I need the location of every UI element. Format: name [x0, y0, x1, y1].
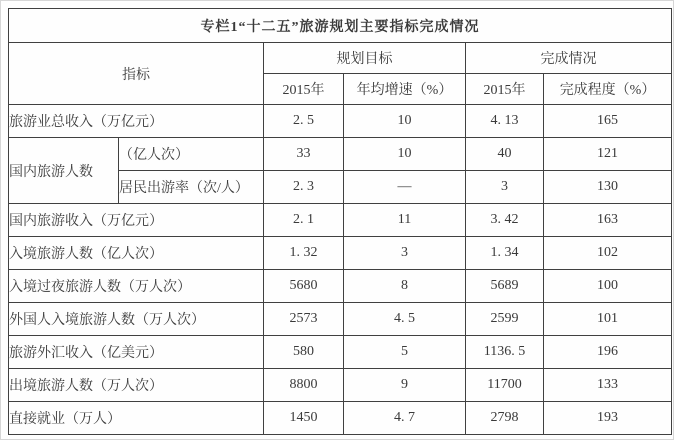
cell-value: 101 — [544, 303, 672, 336]
row-label: 旅游外汇收入（亿美元） — [9, 336, 264, 369]
cell-value: 5 — [344, 336, 466, 369]
cell-value: 163 — [544, 204, 672, 237]
cell-value: 2599 — [466, 303, 544, 336]
table-row — [9, 237, 672, 270]
table-row — [9, 270, 672, 303]
table-row — [9, 138, 672, 171]
cell-value: 2573 — [264, 303, 344, 336]
cell-value: 102 — [544, 237, 672, 270]
cell-value: 4. 13 — [466, 105, 544, 138]
cell-value: 3 — [466, 171, 544, 204]
cell-value: 8800 — [264, 369, 344, 402]
cell-value: 193 — [544, 402, 672, 435]
row-label: 入境过夜旅游人数（万人次） — [9, 270, 264, 303]
cell-value: 11 — [344, 204, 466, 237]
cell-value: 1. 34 — [466, 237, 544, 270]
table-row — [9, 303, 672, 336]
header-done-degree: 完成程度（%） — [544, 74, 672, 105]
row-label: 旅游业总收入（万亿元） — [9, 105, 264, 138]
cell-value: 2. 1 — [264, 204, 344, 237]
table-row — [9, 9, 672, 43]
row-group-label: 国内旅游人数 — [9, 138, 119, 204]
table-row — [9, 336, 672, 369]
header-plan-2015: 2015年 — [264, 74, 344, 105]
cell-value: 2. 5 — [264, 105, 344, 138]
cell-value: — — [344, 171, 466, 204]
table-row — [9, 105, 672, 138]
cell-value: 130 — [544, 171, 672, 204]
cell-value: 5680 — [264, 270, 344, 303]
cell-value: 10 — [344, 105, 466, 138]
table-row — [9, 43, 672, 74]
cell-value: 3 — [344, 237, 466, 270]
row-label: 外国人入境旅游人数（万人次） — [9, 303, 264, 336]
indicators-table — [8, 8, 672, 435]
table-row — [9, 369, 672, 402]
table-title: 专栏1“十二五”旅游规划主要指标完成情况 — [9, 9, 672, 43]
cell-value: 165 — [544, 105, 672, 138]
cell-value: 196 — [544, 336, 672, 369]
cell-value: 5689 — [466, 270, 544, 303]
row-label: 入境旅游人数（亿人次） — [9, 237, 264, 270]
cell-value: 133 — [544, 369, 672, 402]
row-label: 居民出游率（次/人） — [119, 171, 264, 204]
header-plan-group: 规划目标 — [264, 43, 466, 74]
cell-value: 8 — [344, 270, 466, 303]
header-done-group: 完成情况 — [466, 43, 672, 74]
cell-value: 9 — [344, 369, 466, 402]
row-label: 国内旅游收入（万亿元） — [9, 204, 264, 237]
header-done-2015: 2015年 — [466, 74, 544, 105]
cell-value: 1136. 5 — [466, 336, 544, 369]
cell-value: 121 — [544, 138, 672, 171]
header-indicator: 指标 — [9, 43, 264, 105]
cell-value: 11700 — [466, 369, 544, 402]
cell-value: 4. 5 — [344, 303, 466, 336]
row-label: （亿人次） — [119, 138, 264, 171]
cell-value: 1450 — [264, 402, 344, 435]
cell-value: 580 — [264, 336, 344, 369]
table-row — [9, 204, 672, 237]
row-label: 出境旅游人数（万人次） — [9, 369, 264, 402]
cell-value: 4. 7 — [344, 402, 466, 435]
cell-value: 1. 32 — [264, 237, 344, 270]
header-plan-growth: 年均增速（%） — [344, 74, 466, 105]
row-label: 直接就业（万人） — [9, 402, 264, 435]
cell-value: 10 — [344, 138, 466, 171]
table-row — [9, 402, 672, 435]
cell-value: 33 — [264, 138, 344, 171]
cell-value: 3. 42 — [466, 204, 544, 237]
cell-value: 100 — [544, 270, 672, 303]
cell-value: 2798 — [466, 402, 544, 435]
cell-value: 40 — [466, 138, 544, 171]
cell-value: 2. 3 — [264, 171, 344, 204]
